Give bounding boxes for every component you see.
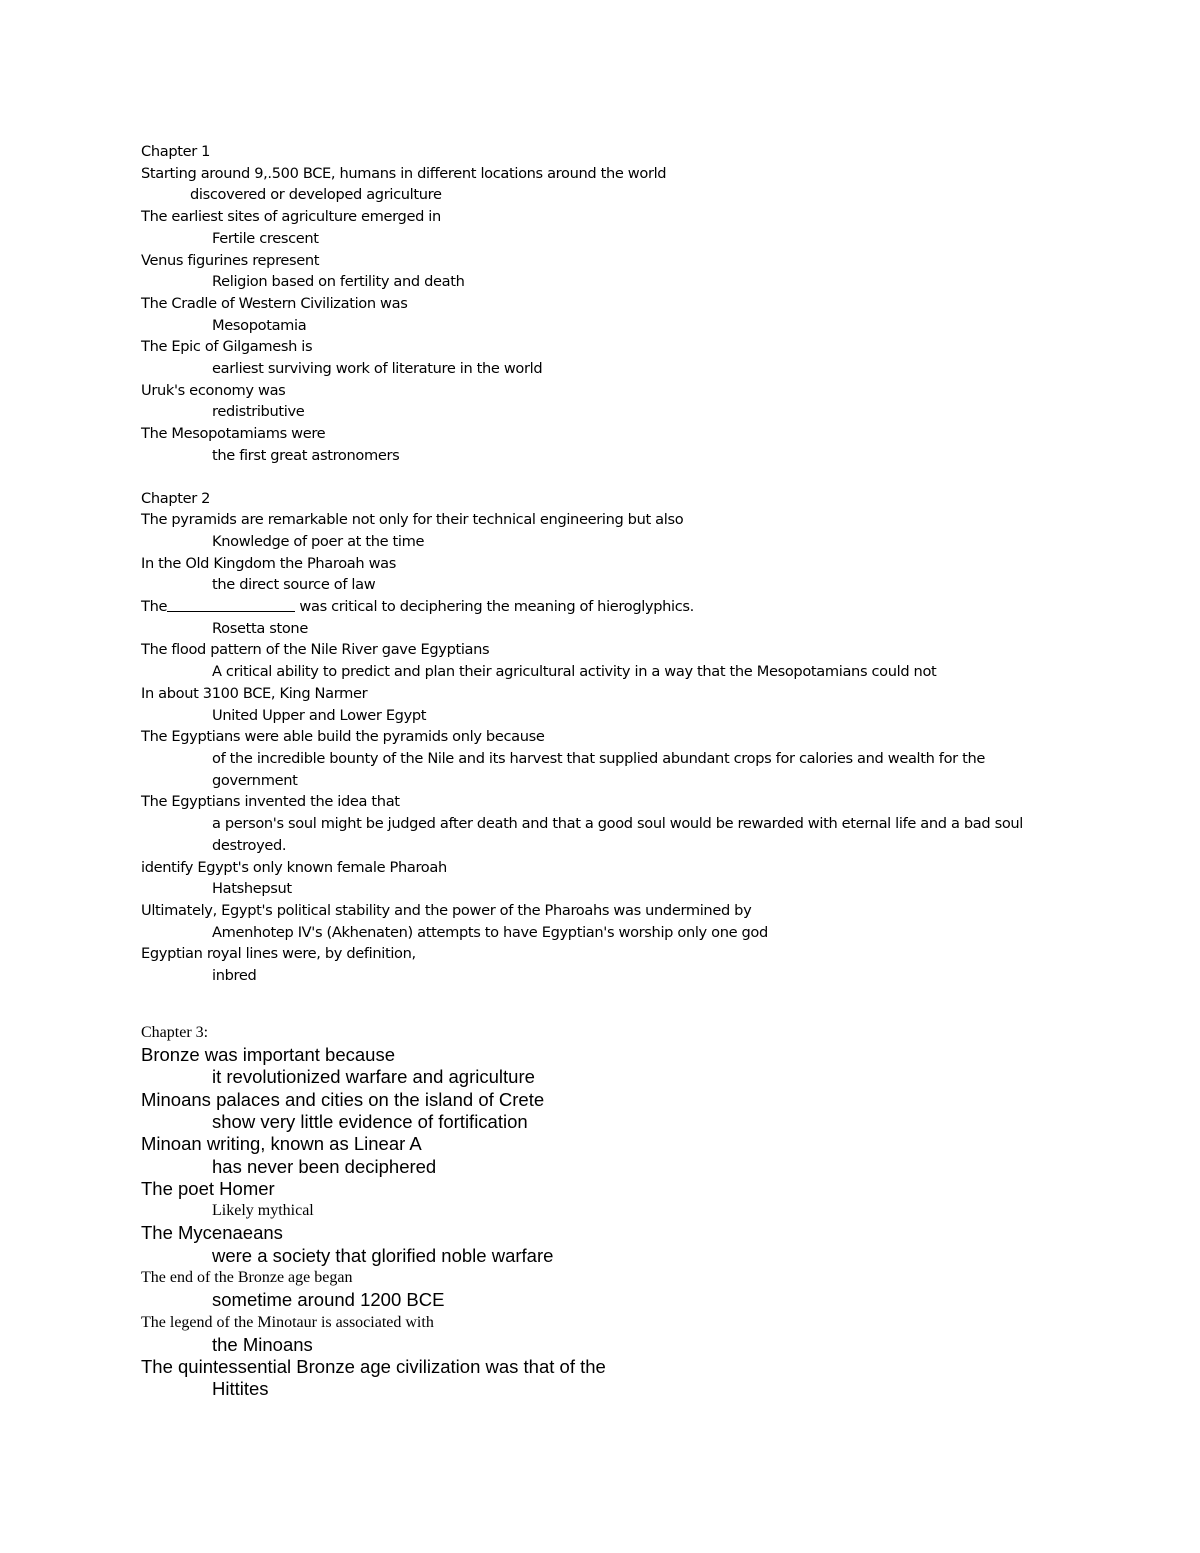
question-line: In the Old Kingdom the Pharoah was <box>141 554 397 572</box>
question-line: The Epic of Gilgamesh is <box>141 338 313 356</box>
answer-line: Religion based on fertility and death <box>212 273 465 291</box>
answer-line: a person's soul might be judged after death and that a good soul would be rewarded with eternal life and a bad soul destroyed. <box>212 815 1028 854</box>
question-line: The pyramids are remarkable not only for their technical engineering but also <box>141 511 684 529</box>
blank-suffix: was critical to deciphering the meaning of hieroglyphics. <box>299 598 694 616</box>
answer-line: discovered or developed agriculture <box>190 186 442 204</box>
answer-line: Amenhotep IV's (Akhenaten) attempts to have Egyptian's worship only one god <box>212 923 768 941</box>
question-line: The Egyptians invented the idea that <box>141 793 400 811</box>
answer-line: show very little evidence of fortification <box>212 1110 528 1132</box>
chapter-1-heading: Chapter 1 <box>141 143 211 160</box>
answer-line: the direct source of law <box>212 576 376 594</box>
answer-line: earliest surviving work of literature in the world <box>212 360 543 378</box>
answer-line: Mesopotamia <box>212 316 307 334</box>
question-line: Uruk's economy was <box>141 381 286 399</box>
chapter-2-heading: Chapter 2 <box>141 489 211 507</box>
chapter-3-section <box>141 1022 1061 1401</box>
question-line: The Mesopotamiams were <box>141 425 326 443</box>
chapter-3-heading: Chapter 3: <box>141 1023 209 1041</box>
question-line: The quintessential Bronze age civilization was that of the <box>141 1356 606 1378</box>
answer-line: inbred <box>212 967 257 985</box>
answer-line: Knowledge of poer at the time <box>212 532 425 550</box>
question-line: In about 3100 BCE, King Narmer <box>141 684 368 702</box>
question-line: Starting around 9,.500 BCE, humans in different locations around the world <box>141 164 667 182</box>
fill-in-blank-question <box>141 596 1061 618</box>
question-line: The end of the Bronze age began <box>141 1268 353 1286</box>
answer-line: Hatshepsut <box>212 880 292 898</box>
answer-line: United Upper and Lower Egypt <box>212 706 427 724</box>
answer-line: were a society that glorified noble warfare <box>212 1244 554 1266</box>
question-line: The earliest sites of agriculture emerged in <box>141 208 441 226</box>
answer-line: of the incredible bounty of the Nile and its harvest that supplied abundant crops for calories and wealth for the government <box>212 749 990 789</box>
question-line: Egyptian royal lines were, by definition, <box>141 945 416 963</box>
answer-line: A critical ability to predict and plan their agricultural activity in a way that the Mesopotamians could not <box>212 663 937 681</box>
question-line: Minoans palaces and cities on the island of Crete <box>141 1088 545 1110</box>
question-line: The legend of the Minotaur is associated with <box>141 1313 434 1331</box>
question-line: Ultimately, Egypt's political stability and the power of the Pharoahs was undermined by <box>141 901 752 919</box>
question-line: The Mycenaeans <box>141 1222 283 1244</box>
question-line: Minoan writing, known as Linear A <box>141 1133 422 1155</box>
blank-underline <box>167 597 295 612</box>
answer-line: redistributive <box>212 403 305 421</box>
answer-line: sometime around 1200 BCE <box>212 1289 445 1311</box>
answer-line: Fertile crescent <box>212 229 319 247</box>
answer-line: the Minoans <box>212 1333 313 1355</box>
question-line: The Egyptians were able build the pyramids only because <box>141 728 545 746</box>
answer-line: has never been deciphered <box>212 1155 437 1177</box>
answer-line: the first great astronomers <box>212 446 400 464</box>
answer-line: it revolutionized warfare and agriculture <box>212 1066 535 1088</box>
question-line: The Cradle of Western Civilization was <box>141 294 408 312</box>
chapter-2-section <box>141 488 1061 987</box>
chapter-1-section <box>141 141 1061 467</box>
question-line: The poet Homer <box>141 1177 275 1199</box>
question-line: identify Egypt's only known female Pharoah <box>141 858 447 876</box>
answer-line: Likely mythical <box>212 1202 314 1220</box>
blank-prefix: The <box>141 598 168 616</box>
question-line: Bronze was important because <box>141 1044 395 1066</box>
question-line: Venus figurines represent <box>141 251 320 269</box>
answer-line: Rosetta stone <box>212 619 308 637</box>
question-line: The flood pattern of the Nile River gave Egyptians <box>141 641 490 659</box>
answer-line: Hittites <box>212 1378 269 1400</box>
document-page <box>141 141 1061 1401</box>
